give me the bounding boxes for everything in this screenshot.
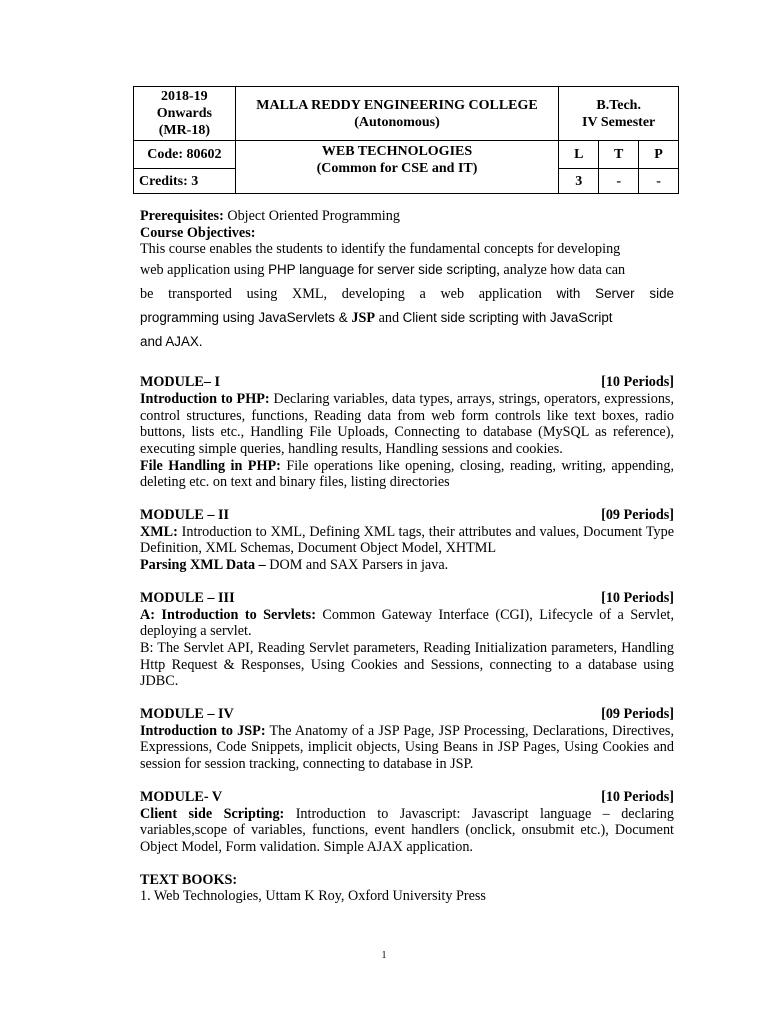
module-1-topic-2: File Handling in PHP: File operations like opening, closing, reading, writing, appending, deleting etc. on text and binary files, listing directories	[140, 457, 674, 491]
prerequisites-label: Prerequisites:	[140, 208, 224, 224]
module-4-heading	[140, 706, 674, 723]
module-3-topic-2: B: The Servlet API, Reading Servlet parameters, Reading Initialization parameters, Handling Http Request & Responses, Using Cookies and Sessions, connecting to a database using JDBC.	[140, 639, 674, 690]
module-3-title: MODULE – III	[140, 589, 235, 606]
module-4-topic-1: Introduction to JSP: The Anatomy of a JSP Page, JSP Processing, Declarations, Directives, Expressions, Code Snippets, implicit objects, Using Beans in JSP Pages, Using Cookies and session for session tracking, connecting to database in JSP.	[140, 722, 674, 773]
regulation-year: 2018-19	[161, 89, 208, 104]
objectives-line-4: programming using JavaServlets & JSP and Client side scripting with JavaScript	[140, 310, 613, 327]
module-1-periods: [10 Periods]	[601, 374, 674, 391]
module-5-heading	[140, 789, 674, 806]
module-5-title: MODULE- V	[140, 788, 223, 805]
module-2-topic-2: Parsing XML Data – DOM and SAX Parsers in java.	[140, 557, 449, 574]
module-3-periods: [10 Periods]	[601, 589, 674, 606]
objectives-line-5: and AJAX.	[140, 334, 203, 350]
module-1-heading	[140, 374, 674, 391]
module-5-topic-1: Client side Scripting: Introduction to Javascript: Javascript language – declaring variables,scope of variables, functions, event handlers (onclick, onsubmit etc.), Document Object Model, Form validation. Simple AJAX application.	[140, 805, 674, 855]
regulation-cell	[134, 87, 236, 141]
objectives-label: Course Objectives:	[140, 224, 256, 241]
page-number: 1	[381, 950, 387, 961]
course-common: (Common for CSE and IT)	[316, 161, 478, 176]
objectives-line-2: web application using PHP language for server side scripting, analyze how data can	[140, 262, 626, 279]
ltp-value-p: -	[639, 169, 679, 194]
module-5-periods: [10 Periods]	[601, 788, 674, 805]
module-4-periods: [09 Periods]	[601, 706, 674, 723]
module-2-topic-1: XML: Introduction to XML, Defining XML tags, their attributes and values, Document Type Definition, XML Schemas, Document Object Model, XHTML	[140, 523, 674, 557]
prerequisites	[140, 208, 674, 225]
ltp-label-p: P	[639, 141, 679, 169]
module-2-periods: [09 Periods]	[601, 507, 674, 524]
course-title-cell	[235, 141, 559, 194]
module-2-title: MODULE – II	[140, 507, 230, 524]
module-2-heading	[140, 507, 674, 524]
module-1-title: MODULE– I	[140, 374, 221, 391]
college-autonomous: (Autonomous)	[354, 114, 440, 130]
course-title: WEB TECHNOLOGIES	[321, 144, 473, 159]
regulation-onwards: Onwards	[156, 106, 212, 121]
program-name: B.Tech.	[596, 97, 641, 113]
course-header-table	[133, 86, 679, 194]
course-objectives	[140, 241, 674, 354]
prerequisites-text: Object Oriented Programming	[227, 208, 400, 224]
ltp-label-l: L	[559, 141, 599, 169]
ltp-value-l: 3	[559, 169, 599, 194]
college-name: MALLA REDDY ENGINEERING COLLEGE	[256, 97, 538, 113]
objectives-line-3: be transported using XML, developing a web application with Server side	[140, 286, 674, 303]
course-credits: Credits: 3	[134, 169, 236, 194]
module-3-heading	[140, 590, 674, 607]
module-4-title: MODULE – IV	[140, 706, 234, 723]
syllabus-body	[140, 208, 674, 905]
semester-name: IV Semester	[582, 114, 656, 130]
module-1-topic-1: Introduction to PHP: Declaring variables, data types, arrays, strings, operators, expressions, control structures, functions, Reading data from web form controls like text boxes, radio buttons, lists etc., Handling File Uploads, Connecting to database (MySQL as reference), executing simple queries, handling results, Handling sessions and cookies.	[140, 390, 674, 457]
text-books-label: TEXT BOOKS:	[140, 871, 238, 888]
college-cell	[235, 87, 559, 141]
regulation-code: (MR-18)	[158, 123, 210, 138]
ltp-value-t: -	[599, 169, 639, 194]
program-cell	[559, 87, 679, 141]
text-book-item: 1. Web Technologies, Uttam K Roy, Oxford University Press	[140, 888, 486, 905]
module-3-topic-1: A: Introduction to Servlets: Common Gateway Interface (CGI), Lifecycle of a Servlet, deploying a servlet.	[140, 606, 675, 640]
course-code: Code: 80602	[134, 141, 236, 169]
objectives-line-1: This course enables the students to identify the fundamental concepts for developing	[140, 241, 621, 258]
ltp-label-t: T	[599, 141, 639, 169]
